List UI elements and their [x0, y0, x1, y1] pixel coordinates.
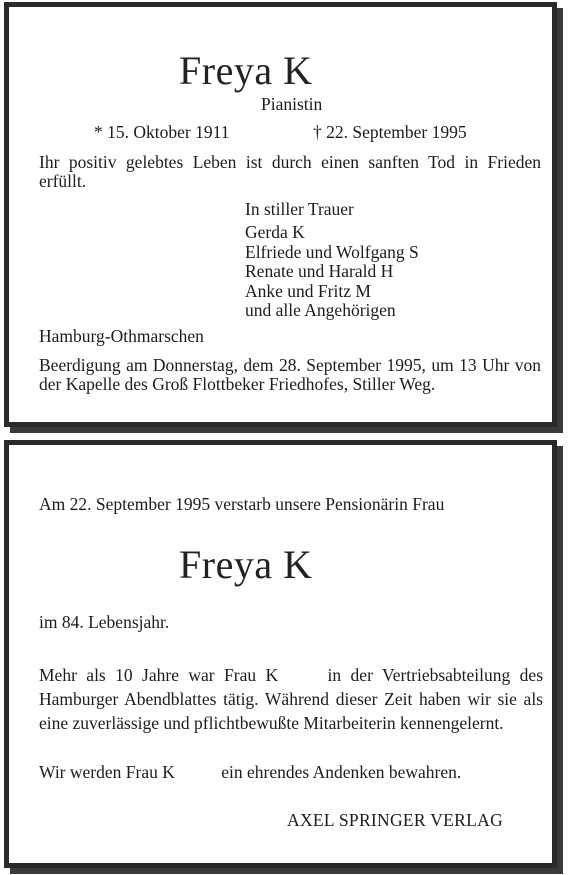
mourning-heading: In stiller Trauer [245, 199, 354, 219]
closing-text-part2: ein ehrendes Andenken bewahren. [221, 762, 462, 782]
location: Hamburg-Othmarschen [39, 326, 204, 346]
deceased-name: Freya K [179, 48, 313, 93]
tribute-text-part2: in der Vertriebsabteilung des Hamburger Abendblattes tätig. Während dieser Zeit haben wir sie als eine zuverlässige und pflichtbewußte Mitarbeiterin kennengelernt. [39, 665, 544, 733]
age-text: im 84. Lebensjahr. [39, 612, 170, 632]
funeral-details: Beerdigung am Donnerstag, dem 28. September 1995, um 13 Uhr von der Kapelle des Groß Flottbeker Friedhofes, Stiller Weg. [39, 355, 541, 394]
intro-text: Am 22. September 1995 verstarb unsere Pensionärin Frau [39, 494, 445, 514]
mourner-name: Elfriede und Wolfgang S [245, 241, 419, 262]
company-obituary-notice [4, 440, 557, 868]
profession: Pianistin [261, 94, 323, 114]
mourners-list [245, 223, 419, 321]
mourner-name: Gerda K [245, 222, 305, 242]
mourner-name: Renate und Harald H [245, 261, 394, 281]
mourner-name: Anke und Fritz M [245, 280, 371, 301]
mourner-name: und alle Angehörigen [245, 300, 396, 320]
birth-date: * 15. Oktober 1911 [94, 122, 230, 142]
deceased-name: Freya K [179, 542, 313, 587]
closing-text [39, 763, 461, 782]
obituary-text: Ihr positiv gelebtes Leben ist durch einen sanften Tod in Frieden erfüllt. [39, 152, 541, 191]
tribute-text [39, 663, 543, 735]
death-date: † 22. September 1995 [313, 122, 467, 142]
tribute-text-part1: Mehr als 10 Jahre war Frau K [39, 665, 279, 685]
company-signature: AXEL SPRINGER VERLAG [287, 810, 504, 830]
closing-text-part1: Wir werden Frau K [39, 762, 175, 782]
family-obituary-notice [4, 2, 557, 427]
